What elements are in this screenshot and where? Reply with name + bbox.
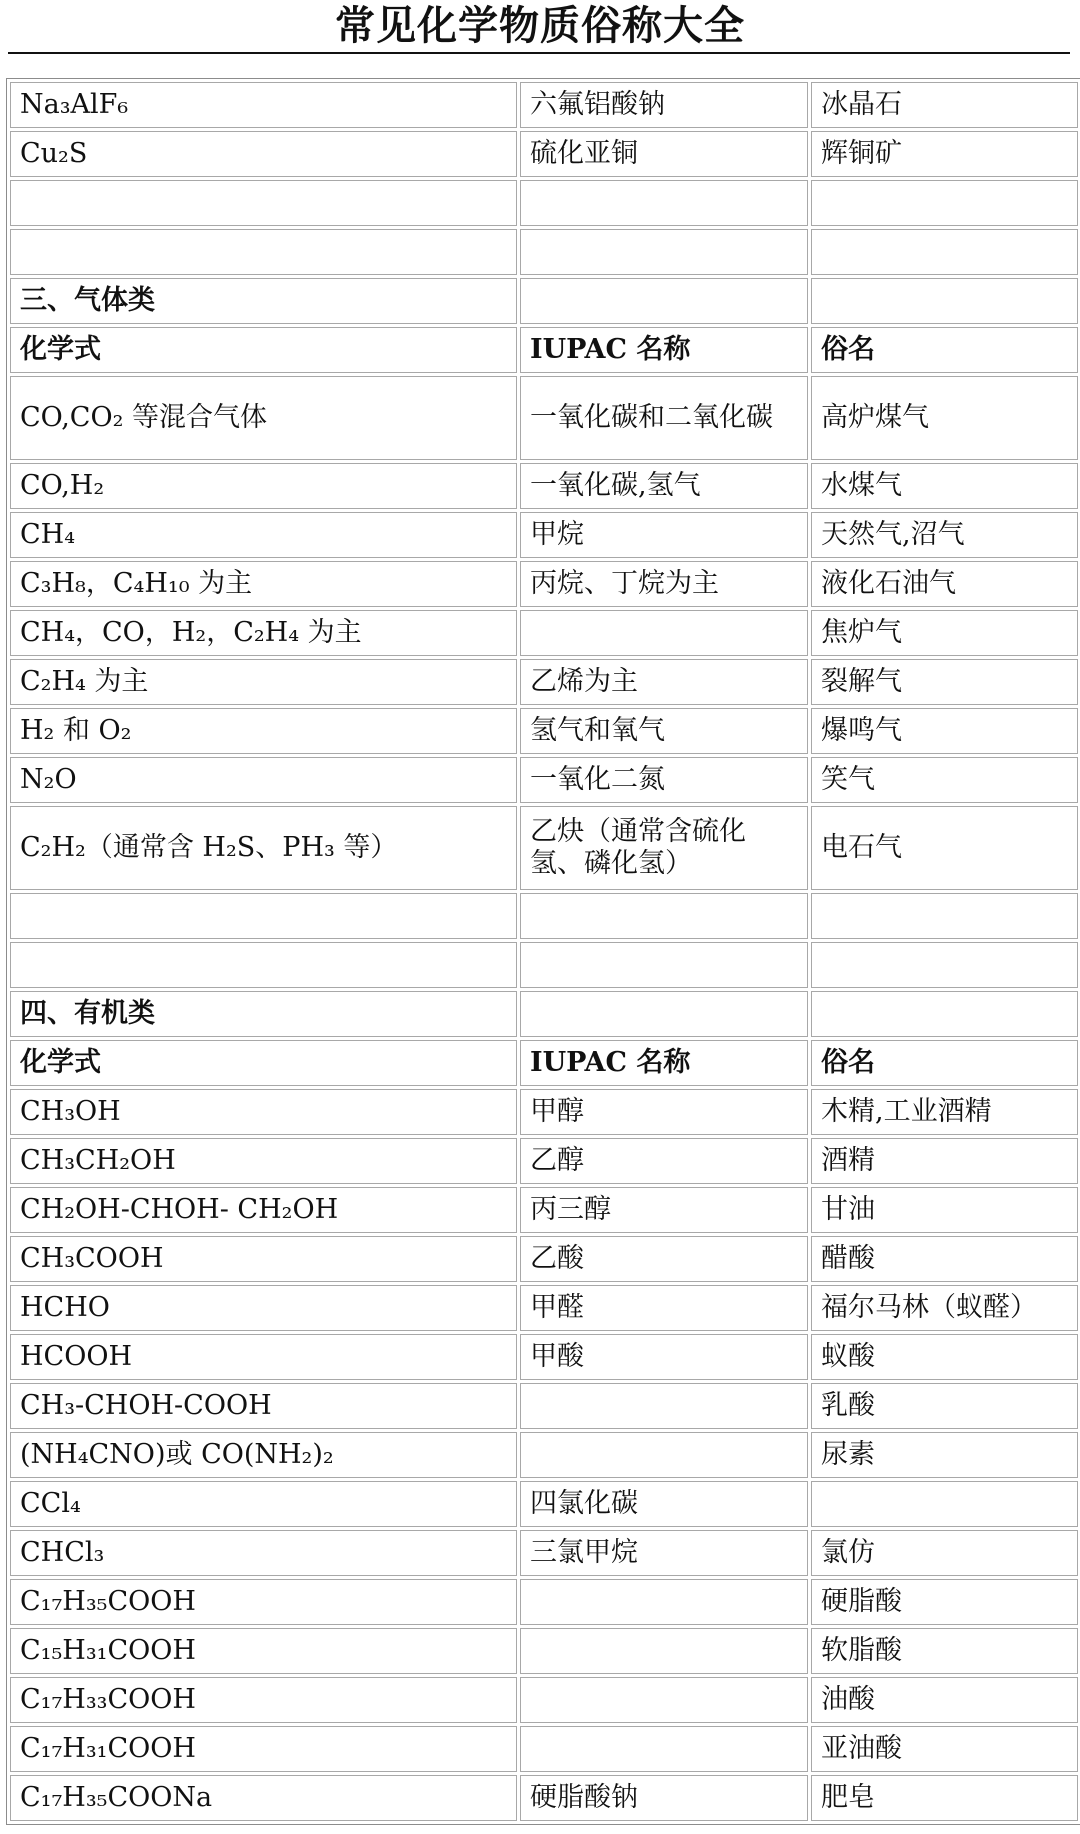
table-row: [10, 1628, 1078, 1674]
common-name-cell: 酒精: [811, 1138, 1078, 1184]
formula-cell: C₃H₈，C₄H₁₀ 为主: [10, 561, 517, 607]
common-name-cell: [811, 991, 1078, 1037]
common-name-cell: [811, 942, 1078, 988]
common-name-cell: 辉铜矿: [811, 131, 1078, 177]
common-name-cell: 水煤气: [811, 463, 1078, 509]
formula-cell: [10, 229, 517, 275]
iupac-name-cell: 四氯化碳: [520, 1481, 808, 1527]
iupac-name-cell: 甲烷: [520, 512, 808, 558]
formula-cell: HCHO: [10, 1285, 517, 1331]
page-title: 常见化学物质俗称大全: [335, 3, 745, 49]
formula-cell: CH₃CH₂OH: [10, 1138, 517, 1184]
common-name-cell: 乳酸: [811, 1383, 1078, 1429]
iupac-name-cell: [520, 1677, 808, 1723]
common-name-cell: 亚油酸: [811, 1726, 1078, 1772]
formula-cell: N₂O: [10, 757, 517, 803]
iupac-name-cell: [520, 942, 808, 988]
formula-cell: [10, 893, 517, 939]
formula-cell: CH₂OH-CHOH- CH₂OH: [10, 1187, 517, 1233]
common-name-cell: 裂解气: [811, 659, 1078, 705]
formula-cell: C₂H₄ 为主: [10, 659, 517, 705]
common-name-cell: 甘油: [811, 1187, 1078, 1233]
formula-cell: CH₄，CO，H₂，C₂H₄ 为主: [10, 610, 517, 656]
iupac-name-cell: [520, 1628, 808, 1674]
formula-cell: C₁₇H₃₃COOH: [10, 1677, 517, 1723]
common-name-cell: 福尔马林（蚁醛）: [811, 1285, 1078, 1331]
formula-cell: C₁₇H₃₁COOH: [10, 1726, 517, 1772]
common-name-cell: 蚁酸: [811, 1334, 1078, 1380]
table-row: [10, 463, 1078, 509]
iupac-name-cell: [520, 1579, 808, 1625]
table-row: [10, 561, 1078, 607]
formula-cell: Cu₂S: [10, 131, 517, 177]
formula-cell: C₁₅H₃₁COOH: [10, 1628, 517, 1674]
table-row: [10, 708, 1078, 754]
iupac-name-cell: [520, 278, 808, 324]
formula-cell: H₂ 和 O₂: [10, 708, 517, 754]
formula-cell: Na₃AlF₆: [10, 82, 517, 128]
table-row: [10, 1383, 1078, 1429]
common-name-cell: 冰晶石: [811, 82, 1078, 128]
formula-cell: CH₃-CHOH-COOH: [10, 1383, 517, 1429]
formula-cell: (NH₄CNO)或 CO(NH₂)₂: [10, 1432, 517, 1478]
formula-cell: C₂H₂（通常含 H₂S、PH₃ 等）: [10, 806, 517, 890]
common-name-cell: 油酸: [811, 1677, 1078, 1723]
table-row: [10, 180, 1078, 226]
table-row: [10, 757, 1078, 803]
table-row: [10, 82, 1078, 128]
formula-cell: CH₃COOH: [10, 1236, 517, 1282]
iupac-name-cell: [520, 610, 808, 656]
table-row: [10, 991, 1078, 1037]
title-underline: [8, 52, 1070, 54]
common-name-cell: [811, 180, 1078, 226]
common-name-cell: [811, 1481, 1078, 1527]
formula-cell: 三、气体类: [10, 278, 517, 324]
iupac-name-cell: [520, 229, 808, 275]
common-name-cell: 电石气: [811, 806, 1078, 890]
table-row: [10, 131, 1078, 177]
common-name-cell: [811, 278, 1078, 324]
iupac-name-cell: [520, 1383, 808, 1429]
iupac-name-cell: 甲醇: [520, 1089, 808, 1135]
formula-cell: 化学式: [10, 327, 517, 373]
table-row: [10, 229, 1078, 275]
table-row: [10, 327, 1078, 373]
table-row: [10, 659, 1078, 705]
iupac-name-cell: [520, 991, 808, 1037]
common-name-cell: 天然气,沼气: [811, 512, 1078, 558]
common-name-cell: 高炉煤气: [811, 376, 1078, 460]
iupac-name-cell: 丙烷、丁烷为主: [520, 561, 808, 607]
table-row: [10, 942, 1078, 988]
iupac-name-cell: IUPAC 名称: [520, 1040, 808, 1086]
table-row: [10, 1481, 1078, 1527]
formula-cell: [10, 942, 517, 988]
common-name-cell: 硬脂酸: [811, 1579, 1078, 1625]
formula-cell: CH₃OH: [10, 1089, 517, 1135]
common-name-cell: 软脂酸: [811, 1628, 1078, 1674]
formula-cell: C₁₇H₃₅COONa: [10, 1775, 517, 1821]
iupac-name-cell: 乙烯为主: [520, 659, 808, 705]
formula-cell: [10, 180, 517, 226]
common-name-cell: [811, 893, 1078, 939]
common-name-cell: 焦炉气: [811, 610, 1078, 656]
table-row: [10, 1334, 1078, 1380]
formula-cell: CO,CO₂ 等混合气体: [10, 376, 517, 460]
formula-cell: CH₄: [10, 512, 517, 558]
common-name-cell: 液化石油气: [811, 561, 1078, 607]
table-row: [10, 1530, 1078, 1576]
formula-cell: CCl₄: [10, 1481, 517, 1527]
common-name-cell: [811, 229, 1078, 275]
table-row: [10, 1677, 1078, 1723]
iupac-name-cell: 一氧化碳,氢气: [520, 463, 808, 509]
iupac-name-cell: 丙三醇: [520, 1187, 808, 1233]
iupac-name-cell: 一氧化二氮: [520, 757, 808, 803]
formula-cell: 四、有机类: [10, 991, 517, 1037]
table-row: [10, 1726, 1078, 1772]
iupac-name-cell: [520, 1432, 808, 1478]
table-row: [10, 1089, 1078, 1135]
common-name-cell: 醋酸: [811, 1236, 1078, 1282]
iupac-name-cell: 乙醇: [520, 1138, 808, 1184]
table-row: [10, 1579, 1078, 1625]
formula-cell: C₁₇H₃₅COOH: [10, 1579, 517, 1625]
iupac-name-cell: 一氧化碳和二氧化碳: [520, 376, 808, 460]
iupac-name-cell: 硫化亚铜: [520, 131, 808, 177]
chemical-names-table: [6, 78, 1080, 1825]
iupac-name-cell: 乙酸: [520, 1236, 808, 1282]
common-name-cell: 俗名: [811, 1040, 1078, 1086]
table-row: [10, 1432, 1078, 1478]
formula-cell: HCOOH: [10, 1334, 517, 1380]
common-name-cell: 木精,工业酒精: [811, 1089, 1078, 1135]
common-name-cell: 爆鸣气: [811, 708, 1078, 754]
iupac-name-cell: 甲醛: [520, 1285, 808, 1331]
iupac-name-cell: [520, 180, 808, 226]
iupac-name-cell: [520, 893, 808, 939]
common-name-cell: 氯仿: [811, 1530, 1078, 1576]
table-row: [10, 1138, 1078, 1184]
iupac-name-cell: 六氟铝酸钠: [520, 82, 808, 128]
iupac-name-cell: 氢气和氧气: [520, 708, 808, 754]
table-row: [10, 512, 1078, 558]
table-row: [10, 1236, 1078, 1282]
common-name-cell: 尿素: [811, 1432, 1078, 1478]
table-row: [10, 1285, 1078, 1331]
iupac-name-cell: 三氯甲烷: [520, 1530, 808, 1576]
formula-cell: 化学式: [10, 1040, 517, 1086]
iupac-name-cell: [520, 1726, 808, 1772]
iupac-name-cell: 甲酸: [520, 1334, 808, 1380]
table-row: [10, 376, 1078, 460]
table-row: [10, 893, 1078, 939]
iupac-name-cell: IUPAC 名称: [520, 327, 808, 373]
table-body: [10, 82, 1078, 1821]
common-name-cell: 俗名: [811, 327, 1078, 373]
table-row: [10, 1187, 1078, 1233]
table-row: [10, 1040, 1078, 1086]
common-name-cell: 肥皂: [811, 1775, 1078, 1821]
table-row: [10, 1775, 1078, 1821]
formula-cell: CO,H₂: [10, 463, 517, 509]
formula-cell: CHCl₃: [10, 1530, 517, 1576]
common-name-cell: 笑气: [811, 757, 1078, 803]
iupac-name-cell: 硬脂酸钠: [520, 1775, 808, 1821]
table-row: [10, 806, 1078, 890]
table-row: [10, 278, 1078, 324]
iupac-name-cell: 乙炔（通常含硫化氢、磷化氢）: [520, 806, 808, 890]
table-row: [10, 610, 1078, 656]
